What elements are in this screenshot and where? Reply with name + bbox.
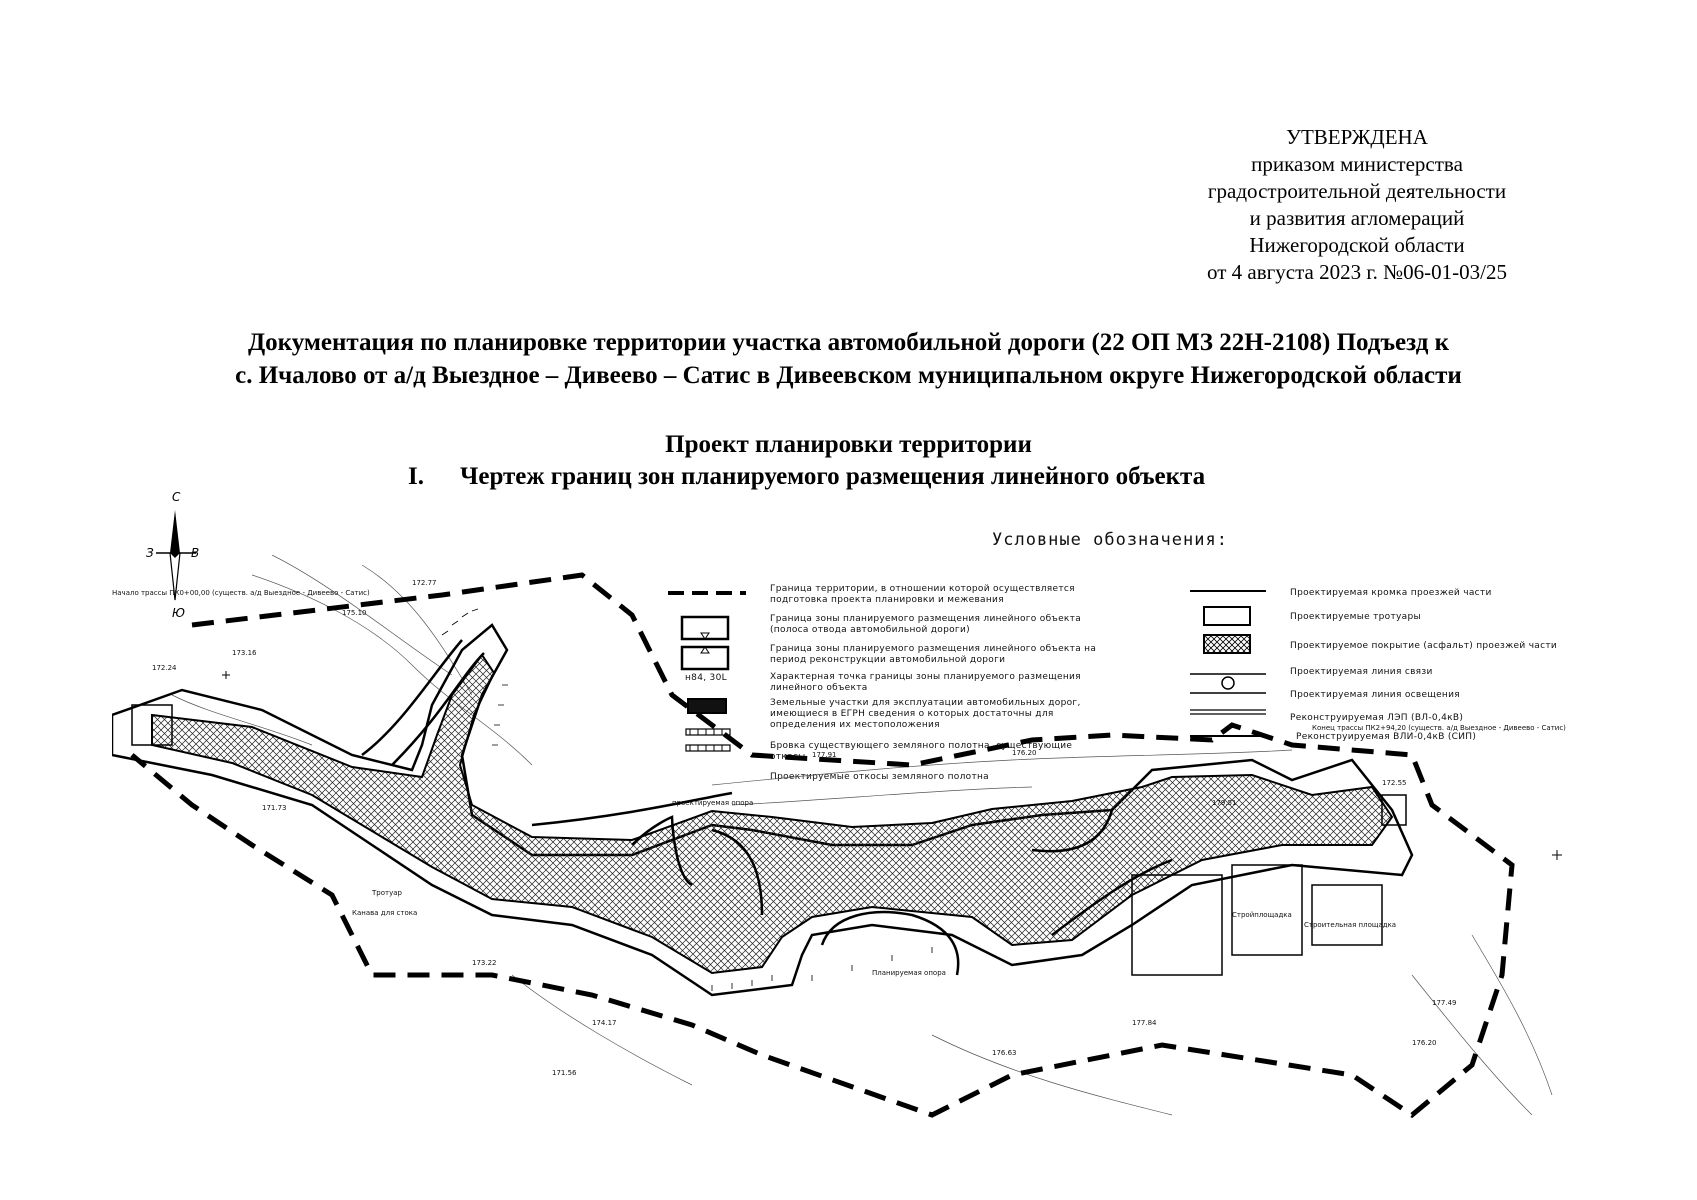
end-note: Конец трассы ПК2+94,20 (существ. а/д Выездное - Дивеево - Сатис): [1312, 724, 1566, 732]
document-title-line: с. Ичалово от а/д Выездное – Дивеево – Сатис в Дивеевском муниципальном округе Нижегородской области: [235, 362, 1462, 389]
legend-item-right: Проектируемое покрытие (асфальт) проезжей части: [1290, 641, 1558, 651]
elevation: 171.56: [552, 1069, 577, 1077]
document-title-line: Документация по планировке территории участка автомобильной дороги (22 ОП МЗ 22Н-2108) Подъезд к: [247, 329, 1450, 356]
legend-item-right: Проектируемая кромка проезжей части: [1290, 588, 1492, 598]
carriageway-hatch: [152, 655, 1392, 973]
legend-title: Условные обозначения:: [992, 530, 1228, 550]
legend-item-left: Бровка существующего земляного полотна, существующие откосы: [770, 741, 1073, 762]
legend-item-right: Проектируемая линия освещения: [1290, 690, 1460, 700]
section-heading: [408, 460, 1205, 493]
approval-line: УТВЕРЖДЕНА: [1286, 125, 1428, 149]
map-label: Стройплощадка: [1232, 911, 1292, 919]
elevation: 171.73: [262, 804, 287, 812]
approval-block: [1147, 124, 1567, 286]
elevation: 177.91: [812, 751, 837, 759]
elevation: 173.22: [472, 959, 497, 967]
elevation: 175.10: [342, 609, 367, 617]
approval-line: градостроительной деятельности: [1207, 179, 1507, 203]
compass-north: С: [172, 490, 181, 504]
compass-west: З: [146, 546, 154, 560]
map-label: проектируемая опора: [672, 799, 754, 807]
elevation: 177.49: [1432, 999, 1457, 1007]
legend-item-left: Земельные участки для эксплуатации автомобильных дорог, имеющиеся в ЕГРН сведения о которых достаточны для определения их местоположения: [770, 698, 1081, 730]
approval-line: от 4 августа 2023 г. №06-01-03/25: [1207, 260, 1507, 284]
compass-south: Ю: [172, 606, 185, 620]
elevation: 173.16: [232, 649, 257, 657]
elevation: 172.77: [412, 579, 437, 587]
elevation: 174.17: [592, 1019, 617, 1027]
elevation: 177.84: [1132, 1019, 1157, 1027]
legend-item-right: Проектируемая линия связи: [1290, 667, 1433, 677]
planning-map: [112, 555, 1592, 1135]
legend-item-right: Реконструируемая ЛЭП (ВЛ-0,4кВ): [1290, 713, 1464, 723]
elevation: 172.55: [1382, 779, 1407, 787]
approval-line: приказом министерства: [1251, 152, 1463, 176]
legend-item-right: Реконструируемая ВЛИ-0,4кВ (СИП): [1296, 732, 1477, 742]
legend-point-label: н84, 30L: [685, 673, 727, 683]
map-label: Тротуар: [372, 889, 402, 897]
approval-line: Нижегородской области: [1249, 233, 1465, 257]
start-note: Начало трассы ПК0+00,00 (существ. а/д Выездное - Дивеево - Сатис): [112, 589, 370, 597]
elevation: 179.51: [1212, 799, 1237, 807]
map-label: Строительная площадка: [1304, 921, 1397, 929]
compass-east: В: [191, 546, 200, 560]
section-title: Чертеж границ зон планируемого размещения линейного объекта: [460, 463, 1206, 490]
legend-item-left: Характерная точка границы зоны планируемого размещения линейного объекта: [770, 672, 1081, 693]
approval-line: и развития агломераций: [1249, 206, 1465, 230]
legend-item-left: Граница зоны планируемого размещения линейного объекта (полоса отвода автомобильной дороги): [770, 614, 1082, 635]
elevation: 176.20: [1012, 749, 1037, 757]
elevation: 176.20: [1412, 1039, 1437, 1047]
map-label: Планируемая опора: [872, 969, 946, 977]
section-number: I.: [408, 463, 424, 490]
legend-item-right: Проектируемые тротуары: [1290, 612, 1421, 622]
document-subtitle: Проект планировки территории: [665, 431, 1032, 458]
legend-item-left: Граница зоны планируемого размещения линейного объекта на период реконструкции автомобильной дороги: [770, 644, 1097, 665]
document-title: [60, 326, 1637, 392]
legend-item-left: Проектируемые откосы земляного полотна: [770, 772, 989, 782]
elevation: 172.24: [152, 664, 177, 672]
legend-item-left: Граница территории, в отношении которой осуществляется подготовка проекта планировки и межевания: [770, 584, 1075, 605]
map-label: Канава для стока: [352, 909, 418, 917]
elevation: 176.63: [992, 1049, 1017, 1057]
